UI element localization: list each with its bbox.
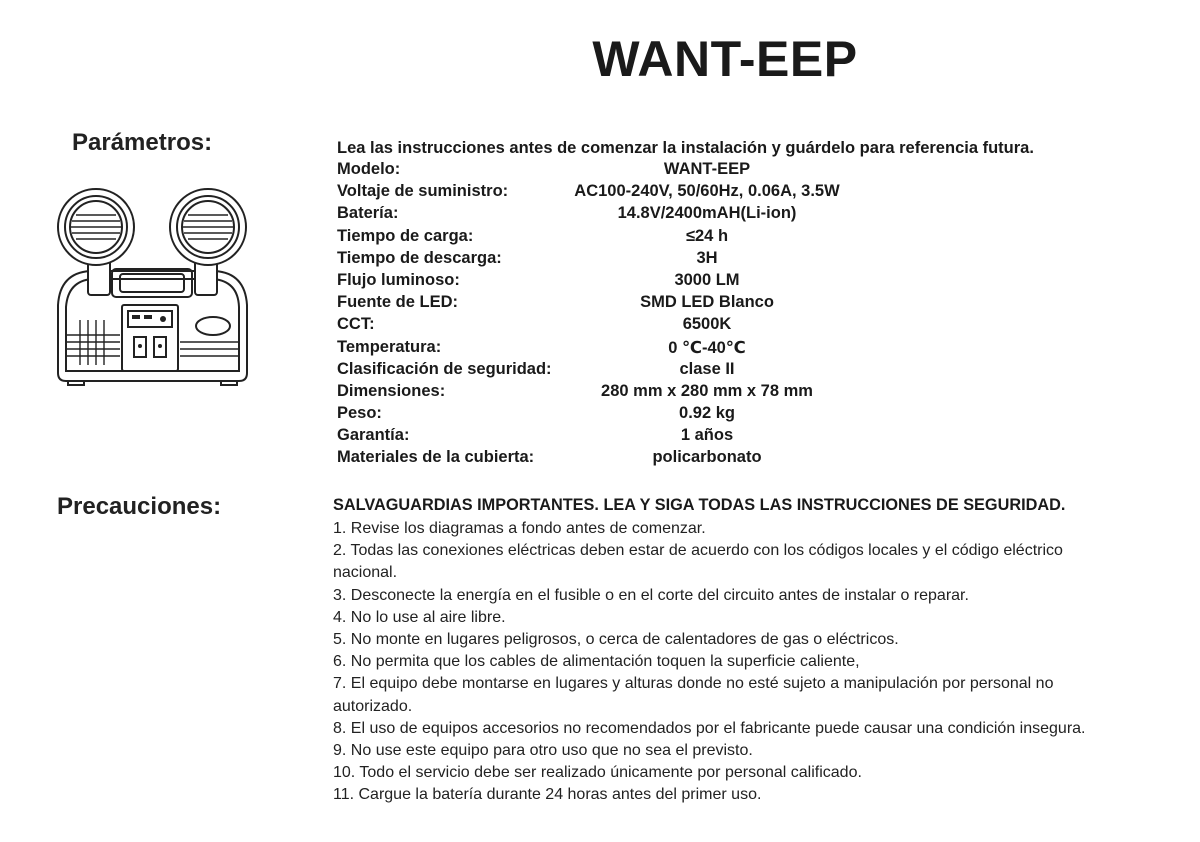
spec-value: 280 mm x 280 mm x 78 mm [601, 381, 813, 400]
precaution-item: 8. El uso de equipos accesorios no recomendados por el fabricante puede causar una condición insegura. [333, 719, 1086, 737]
precaution-item: 11. Cargue la batería durante 24 horas antes del primer uso. [333, 786, 762, 804]
spec-key: Tiempo de carga: [337, 226, 474, 245]
spec-key: Fuente de LED: [337, 293, 459, 312]
spec-key: Tiempo de descarga: [337, 248, 502, 267]
spec-value: 14.8V/2400mAH(Li-ion) [617, 204, 797, 223]
precaution-item: 9. No use este equipo para otro uso que no sea el previsto. [333, 742, 753, 760]
spec-value: policarbonato [652, 448, 762, 467]
precautions-list [333, 518, 1093, 807]
spec-key: Garantía: [337, 426, 410, 445]
spec-key: Voltaje de suministro: [337, 182, 509, 201]
emergency-light-icon [50, 185, 255, 390]
spec-key: Modelo: [337, 160, 401, 178]
spec-value: AC100-240V, 50/60Hz, 0.06A, 3.5W [574, 182, 840, 201]
parameters-label: Parámetros: [72, 129, 213, 156]
precautions-heading: SALVAGUARDIAS IMPORTANTES. LEA Y SIGA TODAS LAS INSTRUCCIONES DE SEGURIDAD. [333, 496, 1066, 514]
spec-value: ≤24 h [685, 226, 729, 245]
spec-value: WANT-EEP [663, 160, 751, 178]
spec-value: 6500K [682, 315, 732, 334]
spec-key: Temperatura: [337, 337, 442, 356]
precautions-label: Precauciones: [57, 493, 222, 520]
precaution-item: 5. No monte en lugares peligrosos, o cerca de calentadores de gas o eléctricos. [333, 631, 899, 649]
precaution-item: 1. Revise los diagramas a fondo antes de comenzar. [333, 520, 706, 537]
spec-value: SMD LED Blanco [640, 293, 774, 312]
spec-value: 3H [696, 248, 718, 267]
precaution-item: 3. Desconecte la energía en el fusible o en el corte del circuito antes de instalar o reparar. [333, 586, 969, 604]
spec-key: Peso: [337, 404, 382, 423]
specs-intro: Lea las instrucciones antes de comenzar la instalación y guárdelo para referencia futura. [337, 139, 1034, 157]
spec-key: CCT: [337, 315, 375, 334]
spec-key: Batería: [337, 204, 399, 223]
precaution-item: 4. No lo use al aire libre. [333, 608, 506, 626]
precaution-item: 7. El equipo debe montarse en lugares y alturas donde no esté sujeto a manipulación por personal no autorizado. [333, 675, 1054, 715]
spec-value: 3000 LM [674, 270, 740, 289]
spec-key: Dimensiones: [337, 381, 446, 400]
precaution-item: 2. Todas las conexiones eléctricas deben estar de acuerdo con los códigos locales y el código eléctrico nacional. [333, 542, 1063, 582]
spec-key: Clasificación de seguridad: [337, 359, 552, 378]
precaution-item: 6. No permita que los cables de alimentación toquen la superficie caliente, [333, 653, 860, 671]
spec-key: Materiales de la cubierta: [337, 448, 535, 467]
spec-value: 0 ℃-40℃ [668, 338, 746, 357]
page-title: WANT-EEP [592, 31, 858, 87]
precaution-item: 10. Todo el servicio debe ser realizado únicamente por personal calificado. [333, 764, 862, 782]
spec-value: clase II [679, 359, 735, 378]
spec-value: 0.92 kg [679, 404, 735, 423]
spec-value: 1 años [680, 426, 734, 445]
spec-key: Flujo luminoso: [337, 270, 460, 289]
